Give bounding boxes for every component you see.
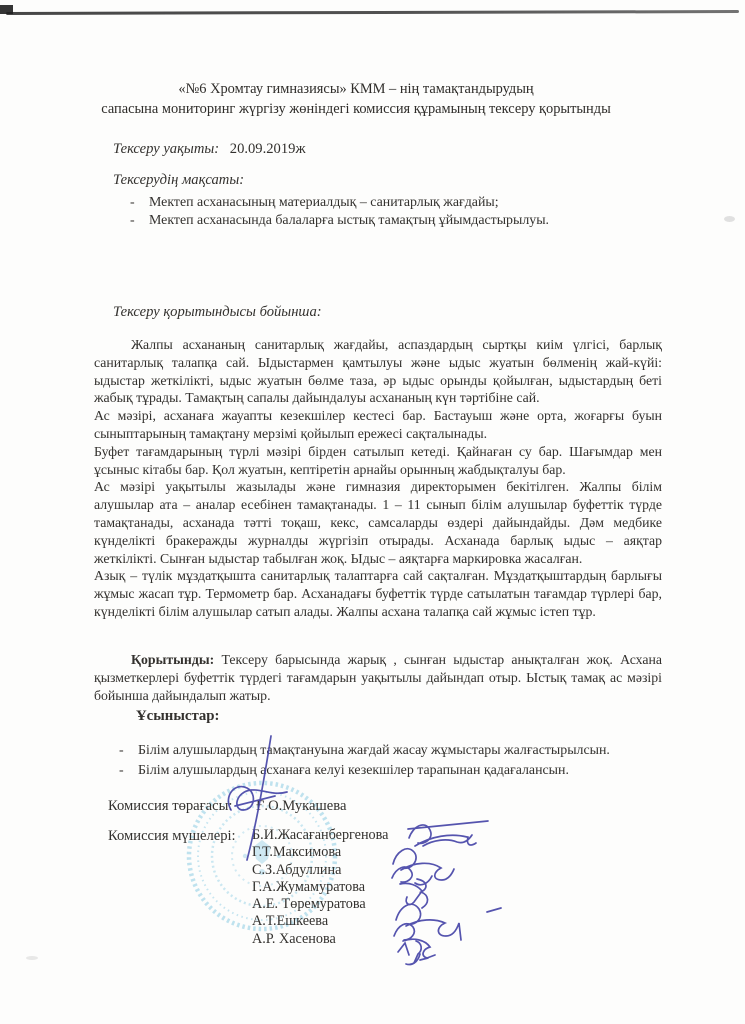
suggestion-item-text: Білім алушылардың тамақтануына жағдай жасау жұмыстары жалғастырылсын. xyxy=(138,743,610,758)
suggestion-item-text: Білім алушылардың асханаға келуі кезекшілер тарапынан қадағалансын. xyxy=(138,763,569,778)
member-signature-ink-5 xyxy=(396,904,461,940)
chairman-name: Ғ.О.Мукашева xyxy=(256,798,347,814)
purpose-item-text: Мектеп асханасында балаларға ыстық тамақтың ұйымдастырылуы. xyxy=(149,213,550,228)
conclusion-paragraph xyxy=(94,651,662,704)
body-paragraph: Азық – түлік мұздатқышта санитарлық талаптарға сай сақталған. Мұздатқыштардың барлығы жұмыс жасап тұр. Термометр бар. Асханадағы буфеттік түрде сатылатын тағамдар түрлері бар, күнделікті білім алушылар сатып алады. Жалпы асхана талапқа сай жұмыс істеп тұр. xyxy=(94,568,662,619)
bullet-dash: - xyxy=(130,213,135,228)
check-date-label: Тексеру уақыты: xyxy=(113,141,220,157)
check-date-value: 20.09.2019ж xyxy=(229,141,306,157)
purpose-item xyxy=(130,212,660,230)
scan-corner-mark xyxy=(0,5,13,14)
body-paragraph: Ас мәзірі уақытылы жазылады және гимназия директорымен бекітілген. Жалпы білім алушылар ата – аналар есебінен тамақтанады. 1 – 11 сынып білім алушылар буфеттік түрде тамақтанады, асханада тәтті тоқаш, кекс, самсаларды өздері дайындайды. Дәм медбике күнделікті бракеражды журналды жүргізіп отырады. Асханада барлық ыдыс – аяқтар жеткілікті. Сынған ыдыстар табылған жоқ. Ыдыс – аяқтарға маркировка жасалған. xyxy=(94,479,662,566)
chairman-signature-ink xyxy=(228,787,287,810)
document-title xyxy=(0,80,712,119)
member-signature-ink-3 xyxy=(392,867,422,904)
body-paragraph: Жалпы асхананың санитарлық жағдайы, аспаздардың сыртқы киім үлгісі, барлық санитарлық талапқа сай. Ыдыстармен қамтылуы және ыдыс жуатын бөлменің жай-күйі: ыдыстар жеткілікті, ыдыс жуатын бөлме таза, әр ыдыс орынды қойылған, ыдыстардың беті жабық тұрады. Тамақтың сапалы дайындалуы асхананың күн тәртібіне сай. xyxy=(94,337,662,406)
member-name: С.З.Абдуллина xyxy=(252,861,342,878)
check-date-row xyxy=(113,141,306,158)
member-name: А.Р. Хасенова xyxy=(252,930,336,947)
results-body xyxy=(94,336,662,621)
member-signature-ink-5 xyxy=(487,908,501,912)
purpose-item-text: Мектеп асханасының материалдық – санитарлық жағдайы; xyxy=(149,195,499,210)
scan-smudge xyxy=(26,956,38,960)
title-line-2: сапасына мониторинг жүргізу жөніндегі комиссия құрамының тексеру қорытынды xyxy=(101,100,611,117)
bullet-dash: - xyxy=(119,743,124,758)
body-paragraph: Буфет тағамдарының түрлі мәзірі бірден сатылып кетеді. Қайнаған су бар. Шағымдар мен ұсыныс кітабы бар. Қол жуатын, кептіретін арнайы орынның жабдықталуы бар. xyxy=(94,443,662,477)
scan-edge-line xyxy=(6,10,739,15)
purpose-item xyxy=(130,194,660,212)
member-name: А.Е. Төремуратова xyxy=(252,896,366,913)
member-signature-ink-4 xyxy=(417,879,428,908)
suggestions-heading: Ұсыныстар: xyxy=(136,708,220,724)
members-label: Комиссия мүшелері: xyxy=(108,828,236,844)
member-name: Г.А.Жумамуратова xyxy=(252,878,366,895)
purpose-list xyxy=(130,194,660,230)
member-signature-ink-6 xyxy=(394,924,435,965)
chairman-label: Комиссия төрағасы: xyxy=(108,798,233,814)
member-name: А.Т.Ешкеева xyxy=(252,913,329,930)
conclusion-text: Тексеру барысында жарық , сынған ыдыстар анықталған жоқ. Асхана қызметкерлері буфеттік түрдегі тағамдарын уақытылы дайындап отыр. Ыстық тамақ ас мәзірі бойынша дайындалып жатыр. xyxy=(94,652,663,703)
scan-smudge xyxy=(724,216,735,222)
conclusion-block xyxy=(94,651,662,704)
member-name: Б.И.Жасағанбергенова xyxy=(252,827,389,843)
conclusion-label: Қорытынды: xyxy=(131,652,215,667)
results-heading: Тексеру қорытындысы бойынша: xyxy=(113,304,322,320)
purpose-heading: Тексерудің мақсаты: xyxy=(113,172,245,188)
bullet-dash: - xyxy=(130,195,135,210)
signatures-ink-layer xyxy=(195,726,515,996)
body-paragraph: Ас мәзірі, асханаға жауапты кезекшілер кестесі бар. Бастауыш және орта, жоғарғы буын сыныптарының тамақтану мерзімі қойылып ережесі сақталынады. xyxy=(94,408,662,441)
title-line-1: «№6 Хромтау гимназиясы» КММ – нің тамақтандырудың xyxy=(178,81,534,97)
bullet-dash: - xyxy=(119,763,124,778)
member-name: Г.Т.Максимова xyxy=(252,844,342,861)
